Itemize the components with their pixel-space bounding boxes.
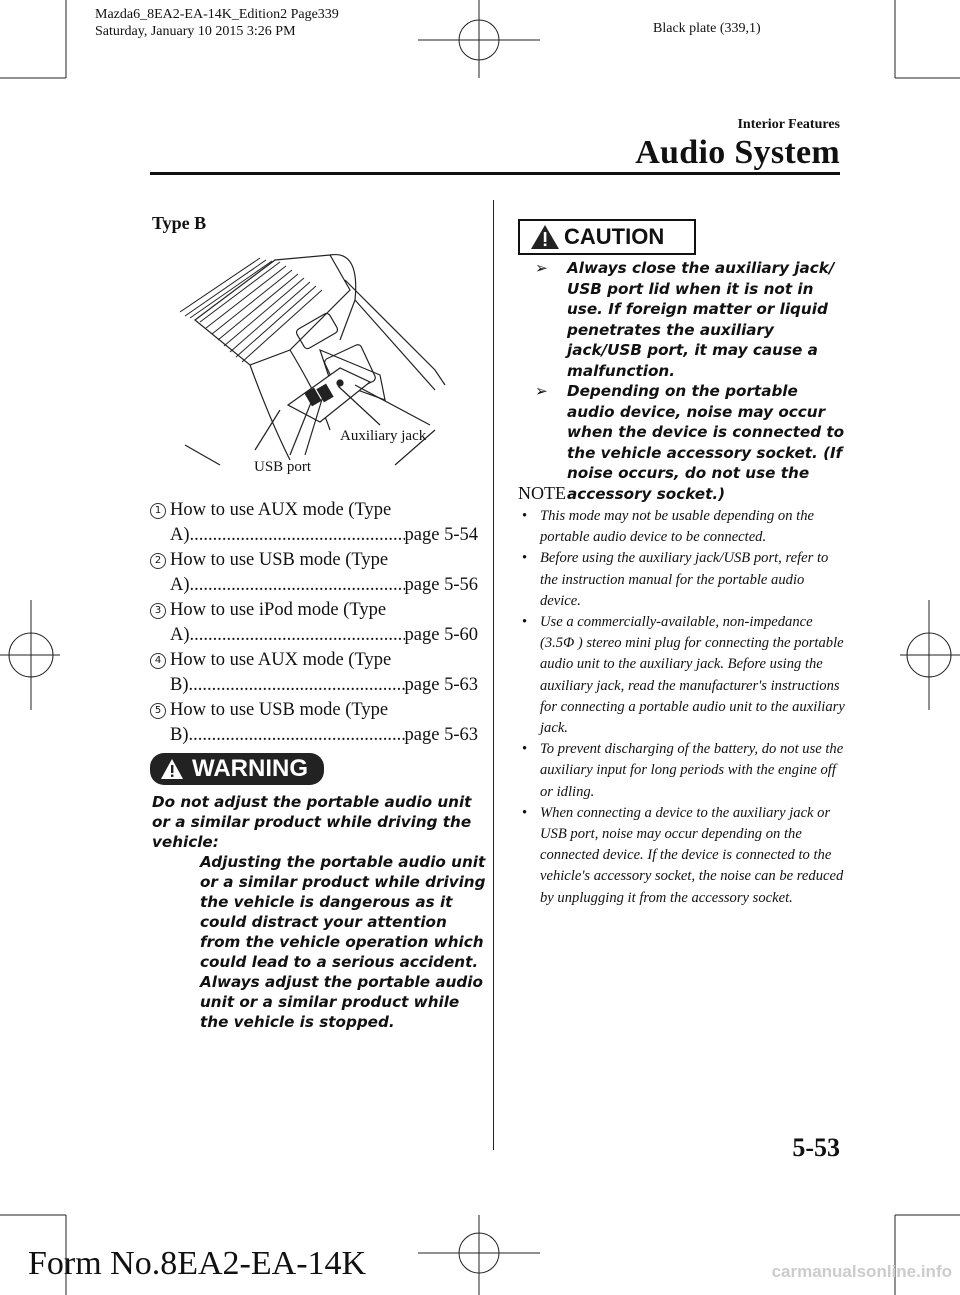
warning-body: Adjusting the portable audio unit or a similar product while driving the vehicle is dangerous as it could distract your attention from the vehicle operation which could lead to a serious accident. Always adjust the portable audio unit or a similar product while the vehicle is stopped. [200, 853, 486, 1031]
print-meta-line2: Saturday, January 10 2015 3:26 PM [95, 24, 296, 39]
list-item [148, 598, 478, 648]
list-item [148, 548, 478, 598]
caution-list [535, 258, 845, 504]
bullet-icon: • [522, 741, 528, 758]
item-title-cont: B) [170, 675, 189, 695]
bullet-icon: • [522, 614, 528, 631]
figure-caption: Type B [152, 213, 207, 233]
bullet-icon: • [522, 804, 528, 821]
page-number: 5-53 [792, 1133, 840, 1162]
bullet-icon: • [522, 508, 528, 524]
list-item [535, 258, 845, 381]
list-item [535, 381, 845, 504]
section-name: Interior Features [737, 117, 840, 132]
item-title-cont: A) [170, 575, 190, 595]
form-number: Form No.8EA2-EA-14K [28, 1245, 367, 1282]
list-item [148, 498, 478, 548]
black-plate-label: Black plate (339,1) [653, 21, 761, 36]
item-number: 3 [150, 603, 166, 619]
item-title: How to use USB mode (Type [170, 700, 389, 720]
item-number: 1 [150, 503, 166, 519]
item-title: How to use AUX mode (Type [170, 500, 392, 520]
caution-item-text: Depending on the portable audio device, noise may occur when the device is connected to the vehicle accessory socket. (If noise occurs, do not use the accessory socket.) [567, 382, 845, 503]
note-item-text: Use a commercially-available, non-impedance (3.5Φ ) stereo mini plug for connecting the portable audio unit to the auxiliary jack. Before using the auxiliary jack, read the manufacturer's instructions for connecting a portable audio unit to the auxiliary jack. [540, 614, 845, 737]
auxiliary-jack-label: Auxiliary jack [340, 428, 427, 444]
item-title: How to use AUX mode (Type [170, 650, 392, 670]
item-number: 4 [150, 653, 166, 669]
header-rule [150, 172, 840, 175]
reference-list [148, 498, 478, 748]
page-title: Audio System [635, 134, 840, 171]
caution-label: CAUTION [564, 224, 665, 249]
arrow-bullet-icon: ➢ [535, 259, 548, 277]
warning-text [152, 792, 487, 1032]
page-reference: page 5-54 [404, 525, 478, 545]
note-item-text: To prevent discharging of the battery, do not use the auxiliary input for long periods with the engine off or idling. [540, 741, 844, 800]
page-reference: page 5-63 [404, 675, 478, 695]
note-heading: NOTE [518, 483, 566, 503]
page-reference: page 5-63 [404, 725, 478, 745]
warning-triangle-icon [160, 758, 184, 780]
note-item-text: When connecting a device to the auxiliary jack or USB port, noise may occur depending on the connected device. If the device is connected to the vehicle's accessory socket, the noise can be reduced by unplugging it from the accessory socket. [540, 804, 844, 906]
list-item [520, 506, 845, 548]
item-number: 2 [150, 553, 166, 569]
warning-label: WARNING [192, 755, 308, 782]
caution-item-text: Always close the auxiliary jack/ USB port lid when it is not in use. If foreign matter or liquid penetrates the auxiliary jack/USB port, it may cause a malfunction. [567, 259, 835, 380]
list-item [520, 612, 845, 739]
note-item-text: Before using the auxiliary jack/USB port, refer to the instruction manual for the portable audio device. [540, 550, 829, 609]
print-meta-line1: Mazda6_8EA2-EA-14K_Edition2 Page339 [95, 7, 339, 22]
list-item [148, 698, 478, 748]
list-item [520, 548, 845, 612]
item-title-cont: A) [170, 525, 190, 545]
warning-badge [150, 753, 324, 785]
item-number: 5 [150, 703, 166, 719]
list-item [520, 803, 845, 909]
bullet-icon: • [522, 550, 528, 567]
note-list [520, 506, 845, 909]
note-item-text: This mode may not be usable depending on the portable audio device to be connected. [540, 508, 814, 546]
item-title-cont: B) [170, 725, 189, 745]
page-reference: page 5-60 [404, 625, 478, 645]
warning-lead: Do not adjust the portable audio unit or a similar product while driving the vehicle: [152, 793, 472, 851]
usb-port-label: USB port [254, 459, 312, 475]
caution-triangle-icon [530, 224, 560, 250]
item-title-cont: A) [170, 625, 190, 645]
item-title: How to use USB mode (Type [170, 550, 389, 570]
watermark: carmanualsonline.info [771, 1262, 952, 1281]
list-item [148, 648, 478, 698]
caution-badge [518, 219, 696, 255]
column-divider [493, 200, 494, 1150]
page-reference: page 5-56 [404, 575, 478, 595]
list-item [520, 739, 845, 803]
arrow-bullet-icon: ➢ [535, 382, 548, 400]
item-title: How to use iPod mode (Type [170, 600, 387, 620]
